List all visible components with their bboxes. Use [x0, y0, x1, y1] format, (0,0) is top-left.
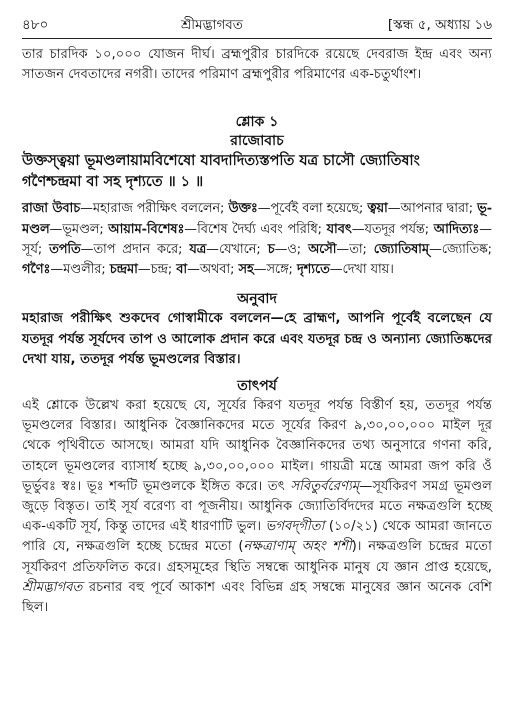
running-header: [22, 14, 492, 38]
sloka-heading: শ্লোক ১: [235, 114, 279, 131]
synonym-word: গণৈঃ: [22, 262, 51, 278]
translation-heading: অনুবাদ: [237, 291, 277, 308]
purport-run: এই শ্লোকে উল্লেখ করা হয়েছে যে, সূর্যের কিরণ যতদূর পর্যন্ত বিস্তীর্ণ হয়, ততদূর পর্যন্ত ভূমণ্ডলের বিস্তার। আধুনিক বৈজ্ঞানিকদের মতে সূর্যের কিরণ ৯,৩০,০০,০০০ মাইল দূর থেকে পৃথিবীতে আসছে। আমরা যদি আধুনিক বৈজ্ঞানিকদের তথ্য অনুসারে গণনা করি, তাহলে ভূমণ্ডলের ব্যাসার্ধ হচ্ছে ৯,৩০,০০,০০০ মাইল। গায়ত্রী মন্ত্রে আমরা জপ করি ওঁ ভূর্ভুবঃ স্বঃ। ভূঃ শব্দটি ভূমণ্ডলকে ইঙ্গিত করে। তৎ: [22, 398, 492, 494]
synonym-word: যত্র: [189, 241, 207, 257]
synonym-meaning: —ও;: [274, 241, 302, 257]
purport-text: [22, 396, 492, 618]
synonym-meaning: —চন্দ্র;: [137, 262, 173, 278]
synonym-word: দৃশ্যতে: [296, 262, 330, 278]
synonyms: [22, 199, 492, 280]
synonym-meaning: —পূর্বেই বলা হয়েছে;: [257, 201, 364, 217]
translation-text: মহারাজ পরীক্ষিৎ শুকদেব গোস্বামীকে বললেন—হে ব্রাহ্মণ, আপনি পূর্বেই বলেছেন যে যতদূর পর্যন্ত সূর্যদেব তাপ ও আলোক প্রদান করে এবং যতদূর চন্দ্র ও অন্যান্য জ্যোতিষ্কদের দেখা যায়, ততদূর পর্যন্ত ভূমণ্ডলের বিস্তার।: [22, 311, 492, 368]
synonym-word: চন্দ্রমা: [109, 262, 138, 278]
synonym-word: সহ: [238, 262, 254, 278]
synonym-word: উক্তঃ: [228, 201, 258, 217]
synonym-meaning: —বিশেষ দৈর্ঘ্য এবং পরিধি;: [184, 221, 322, 237]
synonym-meaning: —যতদূর পর্যন্ত;: [351, 221, 430, 237]
page: [22, 14, 492, 618]
purport-heading: তাৎপর্য: [237, 378, 277, 394]
verse-line-1: উক্তস্ত্বয়া ভূমণ্ডলায়ামবিশেষো যাবদাদিত্যস্তপতি যত্র চাসৌ জ্যোতিষাং: [22, 153, 420, 170]
purport-run: )। নক্ষত্রগুলি চন্দ্রের মতো সূর্যকিরণ প্রতিফলিত করে। গ্রহসমূহের স্থিতি সম্বন্ধে আধুনিক মানুষ যে জ্ঞান প্রাপ্ত হয়েছে,: [22, 539, 492, 575]
synonym-meaning: —অথবা;: [187, 262, 235, 278]
synonym-word: ভূ-মণ্ডল: [22, 201, 493, 237]
synonym-meaning: —মণ্ডলীর;: [50, 262, 106, 278]
purport-run: (১০/২১) থেকে আমরা জানতে পারি যে, নক্ষত্রগুলি হচ্ছে চন্দ্রের মতো (: [22, 519, 492, 555]
synonym-meaning: —সূর্য;: [22, 221, 492, 257]
synonym-word: চ: [267, 241, 275, 257]
page-number: ৪৮০: [22, 17, 49, 33]
header-rule: [22, 38, 492, 39]
synonym-word: রাজা উবাচ: [22, 201, 81, 217]
sloka-verse: [22, 151, 492, 193]
synonym-meaning: —মহারাজ পরীক্ষিৎ বললেন;: [80, 201, 225, 217]
purport-italic: শ্রীমদ্ভাগবত: [22, 579, 83, 595]
synonym-meaning: —জ্যোতিষ্ক;: [429, 241, 492, 257]
synonym-word: বা: [176, 262, 188, 278]
synonym-word: আদিত্যঃ: [433, 221, 480, 237]
synonym-meaning: —তা;: [336, 241, 367, 257]
synonym-word: তপতি: [49, 241, 81, 257]
synonym-meaning: —দেখা যায়।: [329, 262, 394, 278]
synonym-word: আয়াম-বিশেষঃ: [108, 221, 185, 237]
synonym-meaning: —সঙ্গে;: [253, 262, 293, 278]
section-reference: [স্কন্ধ ৫, অধ্যায় ১৬: [387, 17, 492, 33]
book-title: শ্রীমদ্ভাগবত: [181, 17, 243, 33]
purport-italic: নক্ষত্রাণাম্ অহং শশী: [243, 539, 352, 555]
synonym-word: অসৌ: [308, 241, 337, 257]
verse-line-2: গণৈশ্চন্দ্রমা বা সহ দৃশ্যতে ॥ ১ ॥: [22, 174, 204, 191]
synonym-meaning: —আপনার দ্বারা;: [387, 201, 474, 217]
synonym-meaning: —ভূমণ্ডল;: [49, 221, 104, 237]
purport-run: —সূর্যকিরণ সমগ্র ভূমণ্ডল জুড়ে বিস্তৃত। তাই সূর্য বরেণ্য বা পূজনীয়। আধুনিক জ্যোতির্বিদদের মতে নক্ষত্রগুলি হচ্ছে এক-একটি সূর্য, কিন্তু তাদের এই ধারণাটি ভুল।: [22, 478, 492, 535]
purport-run: রচনার বহু পূর্বে আকাশ এবং বিভিন্ন গ্রহ সম্বন্ধে মানুষের জ্ঞান অনেক বেশি ছিল।: [22, 579, 492, 616]
synonym-word: ত্বয়া: [367, 201, 388, 217]
synonym-word: জ্যোতিষাম্: [373, 241, 429, 257]
synonym-meaning: —তাপ প্রদান করে;: [80, 241, 183, 257]
purport-italic: সবিতুর্বরেণ্যম্: [290, 478, 360, 494]
synonym-meaning: —যেখানে;: [206, 241, 261, 257]
synonym-word: যাবৎ: [326, 221, 352, 237]
sloka-speaker: রাজোবাচ: [230, 133, 284, 150]
intro-paragraph: তার চারদিক ১০,০০০ যোজন দীর্ঘ। ব্রহ্মপুরীর চারদিকে রয়েছে দেবরাজ ইন্দ্র এবং অন্য সাতজন দেবতাদের নগরী। তাদের পরিমাণ ব্রহ্মপুরীর পরিমাণের এক-চতুর্থাংশ।: [22, 47, 492, 83]
purport-italic: ভগবদ্‌গীতা: [265, 519, 325, 535]
